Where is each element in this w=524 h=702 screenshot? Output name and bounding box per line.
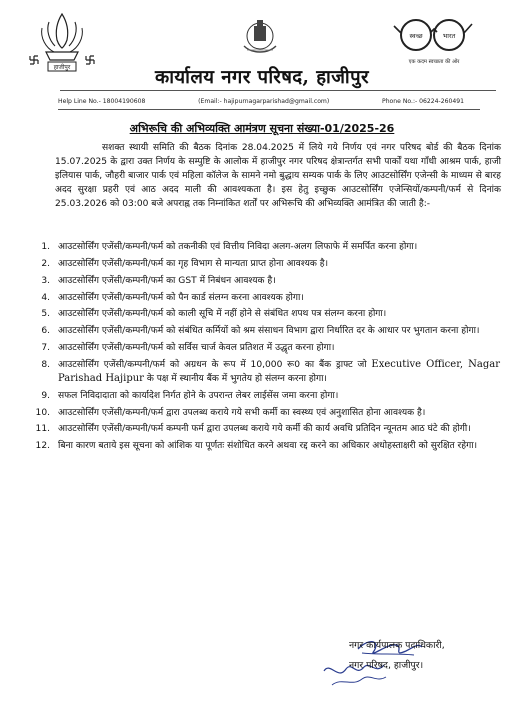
condition-text: आउटसोर्सिंग एजेंसी/कम्पनी/फर्म का गृह विभाग से मान्यता प्राप्त होना आवश्यक है। xyxy=(58,258,329,269)
condition-item xyxy=(28,422,500,436)
swachh-bharat-logo xyxy=(393,13,475,71)
condition-text xyxy=(58,358,500,386)
condition-item xyxy=(28,439,500,453)
condition-number: 11. xyxy=(35,424,50,435)
condition-number: 2. xyxy=(41,258,50,269)
condition-text: आउटसोर्सिंग एजेंसी/कम्पनी/फर्म का GST में निबंधन आवश्यक है। xyxy=(58,275,276,286)
condition-number: 10. xyxy=(35,407,50,418)
condition-text: आउटसोर्सिंग एजेंसी/कम्पनी/फर्म को सर्विस चार्ज केवल प्रतिशत में उद्धृत करना होगा। xyxy=(58,343,335,354)
condition-text-after: के पक्ष में स्थानीय बैंक में भुगतेय हो संलग्न करना होगा। xyxy=(143,373,327,384)
condition-number: 8. xyxy=(41,359,50,370)
condition-item xyxy=(28,257,500,271)
notice-body xyxy=(55,141,501,211)
condition-item xyxy=(28,406,500,420)
intro-paragraph: सशक्त स्थायी समिति की बैठक दिनांक 28.04.2025 में लिये गये निर्णय एवं नगर परिषद बोर्ड की बैठक दिनांक 15.07.2025 के द्वारा उक्त निर्णय के सम्पुष्टि के आलोक में हाजीपुर नगर परिषद क्षेत्रान्तर्गत सभी पार्कों यथा गाँधी आश्रम पार्क, हाजी इलियास पार्क, जौहरी बाजार पार्क एवं महिला कॉलेज के सामने नमो बुद्धाय सम्यक पार्क के लिए आउटसोर्सिंग एजेन्सी के माध्यम से बारह अदद सुरक्षा प्रहरी एवं आठ अदद माली की आवश्यकता है। इस हेतु इच्छुक आउटसोर्सिंग एजेन्सियों/कम्पनी/फर्म से दिनांक 25.03.2026 को 03:00 बजे अपराह्न तक निम्नांकित शर्तों पर अभिरूचि की अभिव्यक्ति आमंत्रित की जाती है:- xyxy=(55,143,501,210)
condition-number: 5. xyxy=(41,309,50,320)
header-divider xyxy=(60,90,496,91)
phone-number: Phone No.:- 06224-260491 xyxy=(382,98,464,105)
condition-number: 9. xyxy=(41,390,50,401)
signatory-designation: नगर कार्यपालक पदाधिकारी, xyxy=(349,640,445,651)
condition-text-before: आउटसोर्सिंग एजेंसी/कम्पनी/फर्म को अग्रधन के रूप में 10,000 रू0 का बैंक ड्राफ्ट जो xyxy=(58,359,372,370)
bihar-seal-logo xyxy=(238,14,282,60)
condition-text: आउटसोर्सिंग एजेंसी/कम्पनी/फर्म को पैन कार्ड संलग्न करना आवश्यक होगा। xyxy=(58,292,304,303)
condition-item xyxy=(28,240,500,254)
notice-title-text: अभिरूचि की अभिव्यक्ति आमंत्रण सूचना संख्या-01/2025-26 xyxy=(129,122,395,135)
condition-number: 12. xyxy=(35,441,50,452)
condition-text: सफल निविदादाता को कार्यादेश निर्गत होने के उपरान्त लेबर लाईसेंस जमा करना होगा। xyxy=(58,390,339,401)
signatory-block xyxy=(349,636,445,676)
condition-item xyxy=(28,307,500,321)
conditions-list xyxy=(28,240,500,456)
condition-text: आउटसोर्सिंग एजेंसी/कम्पनी/फर्म द्वारा उपलब्ध कराये गये सभी कर्मी का स्वस्थ्य एवं अनुशासित होना आवश्यक है। xyxy=(58,407,426,418)
condition-number: 3. xyxy=(41,275,50,286)
contact-divider xyxy=(58,109,480,110)
email-address[interactable]: (Email:- hajipurnagarparishad@gmail.com) xyxy=(198,98,330,105)
swachh-word: स्वच्छ xyxy=(409,32,423,40)
condition-text: आउटसोर्सिंग एजेंसी/कम्पनी/फर्म को तकनीकी एवं वित्तीय निविदा अलग-अलग लिफाफे में समर्पित करना होगा। xyxy=(58,242,418,252)
condition-item xyxy=(28,291,500,305)
condition-text: आउटसोर्सिंग एजेंसी/कम्पनी/फर्म को काली सूचि में नहीं होने से संबंधित शपथ पत्र संलग्न करना होगा। xyxy=(58,309,387,320)
helpline-number: Help Line No.- 18004190608 xyxy=(58,98,146,105)
condition-number: 4. xyxy=(41,292,50,303)
office-title: कार्यालय नगर परिषद, हाजीपुर xyxy=(155,67,369,88)
condition-item xyxy=(28,341,500,355)
notice-title xyxy=(0,121,524,136)
swachh-tagline: एक कदम स्वच्छता की ओर xyxy=(408,59,460,65)
condition-text: आउटसोर्सिंग एजेंसी/कम्पनी/फर्म कम्पनी फर्म द्वारा उपलब्ध कराये गये कर्मी की कार्य अवधि प्रतिदिन न्यूनतम आठ घंटे की होगी। xyxy=(58,424,471,435)
condition-text: बिना कारण बताये इस सूचना को आंशिक या पूर्णतः संशोधित करने अथवा रद्द करने का अधिकार अधोहस्ताक्षरी को सुरक्षित रहेगा। xyxy=(58,441,478,452)
condition-item xyxy=(28,274,500,288)
condition-number: 6. xyxy=(41,326,50,337)
condition-item xyxy=(28,324,500,338)
contact-row xyxy=(58,98,464,105)
condition-item xyxy=(28,358,500,386)
condition-item xyxy=(28,389,500,403)
condition-number: 1. xyxy=(41,242,50,252)
condition-number: 7. xyxy=(41,343,50,354)
signatory-office: नगर परिषद, हाजीपुर। xyxy=(349,660,424,671)
emblem-label: हाजीपुर xyxy=(53,64,71,71)
payee-name-english: Executive Officer, Nagar Parishad Hajipur xyxy=(58,358,500,384)
condition-text: आउटसोर्सिंग एजेंसी/कम्पनी/फर्म को संबंधित कर्मियों को श्रम संसाधन विभाग द्वारा निर्धारित दर के आधार पर भुगतान करना होगा। xyxy=(58,326,480,337)
bharat-word: भारत xyxy=(442,32,456,40)
